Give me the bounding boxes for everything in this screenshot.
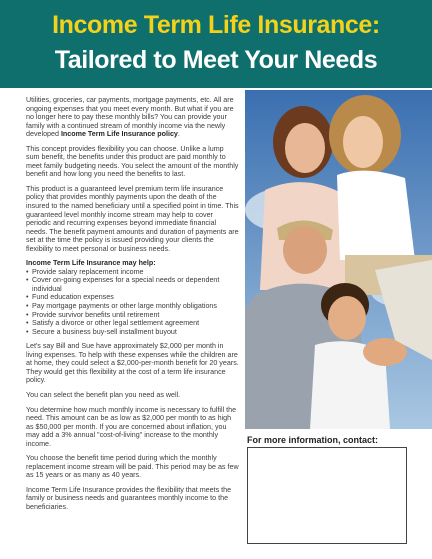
list-item: • Provide salary replacement income bbox=[26, 268, 239, 277]
list-item: • Cover on-going expenses for a special needs or dependent individual bbox=[26, 276, 239, 293]
policy-name-bold: Income Term Life Insurance policy bbox=[60, 130, 178, 139]
benefits-list bbox=[26, 268, 239, 336]
header-banner bbox=[0, 0, 432, 88]
contact-label: For more information, contact: bbox=[247, 435, 379, 445]
paragraph-example: Let's say Bill and Sue have approximately $2,000 per month in living expenses. To help with these expenses while the children are at home, they could select a $2,000-per-month benefit for 20 years. They would get this flexibility at the cost of a term life insurance policy. bbox=[26, 342, 239, 385]
paragraph-flexibility: This concept provides flexibility you can choose. Unlike a lump sum benefit, the benefits under this product are paid monthly to meet family budgeting needs. You select the amount of the monthly benefit and how long you need the benefits to last. bbox=[26, 144, 239, 179]
list-item: • Satisfy a divorce or other legal settlement agreement bbox=[26, 319, 239, 328]
family-photo bbox=[245, 90, 432, 429]
list-item: • Secure a business buy-sell installment buyout bbox=[26, 328, 239, 337]
paragraph-amount: You determine how much monthly income is necessary to fulfill the need. This amount can be as low as $2,000 per month to as high as $50,000 per month. If you are concerned about inflation, you may add a 3% annual "cost-of-living" increase to the monthly income. bbox=[26, 405, 237, 448]
list-heading: Income Term Life Insurance may help: bbox=[26, 259, 156, 268]
paragraph-select-plan: You can select the benefit plan you need as well. bbox=[26, 390, 181, 399]
paragraph-period: You choose the benefit time period during which the monthly replacement income stream will be paid. This period may be as few as 15 years or as many as 40 years. bbox=[26, 454, 239, 480]
title-line-2: Tailored to Meet Your Needs bbox=[54, 46, 378, 74]
title-line-1: Income Term Life Insurance: bbox=[52, 11, 380, 39]
list-item: • Fund education expenses bbox=[26, 293, 239, 302]
contact-info-box bbox=[247, 447, 407, 544]
body-text-column bbox=[26, 96, 239, 518]
list-item: • Pay mortgage payments or other large monthly obligations bbox=[26, 302, 239, 311]
paragraph-product: This product is a guaranteed level premium term life insurance policy that provides monthly payments upon the death of the insured to the named beneficiary until a specified point in time. This guaranteed level monthly income stream may help to cover periodic and recurring expenses beyond immediate financial needs. The benefit payment amounts and duration of payments are set at the time the policy is issued providing your clients the flexibility to meet personal or business needs. bbox=[26, 184, 239, 253]
list-item: • Provide survivor benefits until retirement bbox=[26, 311, 239, 320]
paragraph-intro: Utilities, groceries, car payments, mortgage payments, etc. All are ongoing expenses that you meet every month. But what if you are no longer here to pay these monthly bills? You can provide your family with a continued stream of monthly income via the newly developed Income Term Life Insurance policy. bbox=[26, 96, 234, 139]
paragraph-closing: Income Term Life Insurance provides the flexibility that meets the family or business needs and guarantees monthly income to the beneficiaries. bbox=[26, 485, 232, 511]
